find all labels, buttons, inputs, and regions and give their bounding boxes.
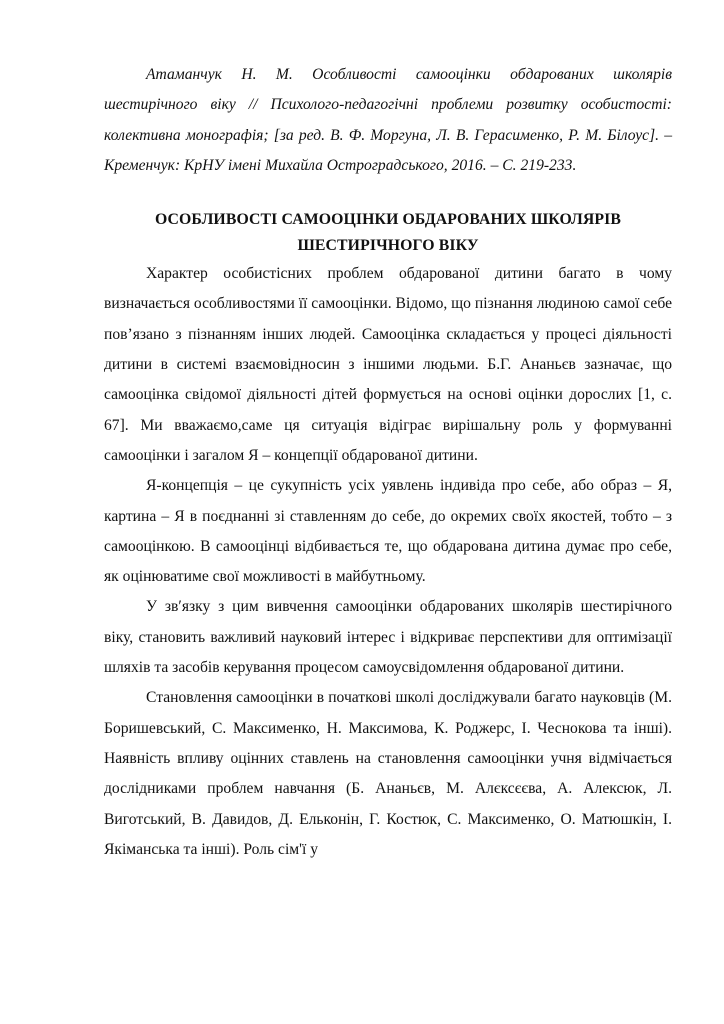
body-paragraph-1: Характер особистісних проблем обдарованої дитини багато в чому визначається особливостями її самооцінки. Відомо, що пізнання людиною самої себе пов’язано з пізнанням інших людей. Самооцінка складається у процесі діяльності дитини в системі взаємовідносин з іншими людьми. Б.Г. Ананьєв зазначає, що самооцінка свідомої діяльності дітей формується на основі оцінки дорослих [1, с. 67]. Ми вважаємо,саме ця ситуація відіграє вирішальну роль у формуванні самооцінки і загалом Я – концепції обдарованої дитини. (104, 265, 672, 464)
article-title-line-2: ШЕСТИРІЧНОГО ВІКУ (297, 236, 479, 254)
citation-reference: Атаманчук Н. М. Особливості самооцінки обдарованих школярів шестирічного віку // Психолого-педагогічні проблеми розвитку особистості: колективна монографія; [за ред. В. Ф. Моргуна, Л. В. Герасименко, Р. М. Білоус]. – Кременчук: КрНУ імені Михайла Остроградського, 2016. – С. 219-233. (104, 66, 672, 174)
body-paragraph-3: У зв′язку з цим вивчення самооцінки обдарованих школярів шестирічного віку, становить важливий науковий інтерес і відкриває перспективи для оптимізації шляхів та засобів керування процесом самоусвідомлення обдарованої дитини. (104, 598, 672, 677)
article-title-line-1: ОСОБЛИВОСТІ САМООЦІНКИ ОБДАРОВАНИХ ШКОЛЯРІВ (154, 211, 622, 229)
body-paragraph-2: Я-концепція – це сукупність усіх уявлень індивіда про себе, або образ – Я, картина – Я в поєднанні зі ставленням до себе, до окремих своїх якостей, тобто – з самооцінкою. В самооцінці відбивається те, що обдарована дитина думає про себе, як оцінюватиме свої можливості в майбутньому. (104, 477, 672, 586)
body-paragraph-4: Становлення самооцінки в початкові школі досліджували багато науковців (М. Боришевський, С. Максименко, Н. Максимова, К. Роджерс, І. Чеснокова та інші). Наявність впливу оцінних ставлень на становлення самооцінки учня відмічається дослідниками проблем навчання (Б. Ананьєв, М. Алєксєєва, А. Алексюк, Л. Виготський, В. Давидов, Д. Ельконін, Г. Костюк, С. Максименко, О. Матюшкін, І. Якіманська та інші). Роль сім'ї у (104, 689, 672, 858)
article-title (104, 207, 672, 258)
document-page (104, 60, 672, 865)
